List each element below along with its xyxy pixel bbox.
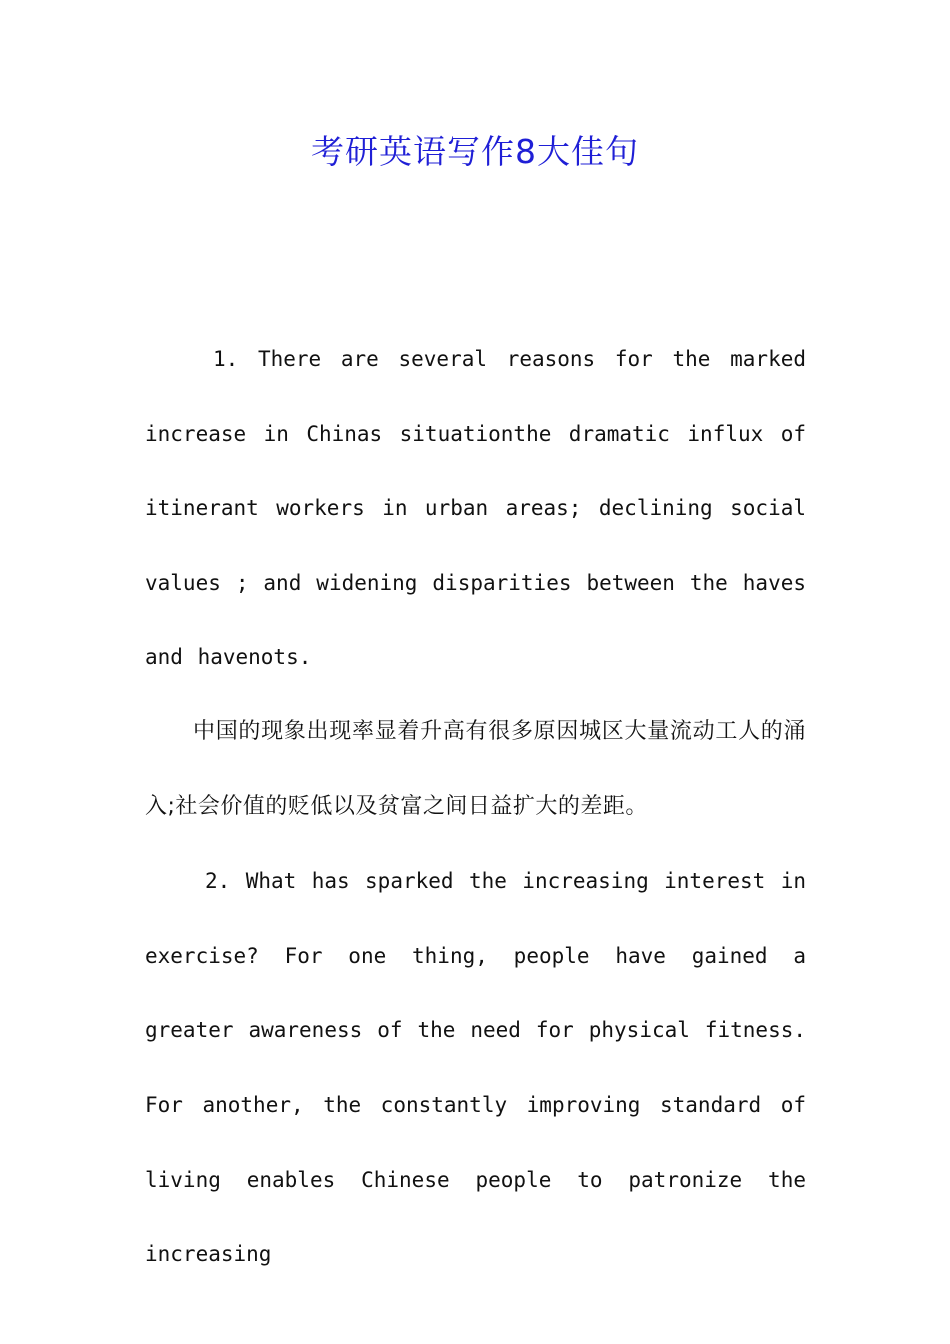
paragraph-2-english: 2. What has sparked the increasing interest in exercise? For one thing, people have gained a greater awareness of the need for physical fitness. For another, the constantly improving standard of living enables Chinese people to patronize the increasing [145,869,806,1267]
document-title: 考研英语写作8大佳句 [311,132,639,171]
paragraph-1-english: 1. There are several reasons for the marked increase in Chinas situationthe dramatic influx of itinerant workers in urban areas; declining social values ; and widening disparities between the haves and havenots. [145,347,806,670]
paragraph-1-chinese: 中国的现象出现率显着升高有很多原因城区大量流动工人的涌入;社会价值的贬低以及贫富之间日益扩大的差距。 [145,718,806,819]
document-body [145,322,806,1292]
